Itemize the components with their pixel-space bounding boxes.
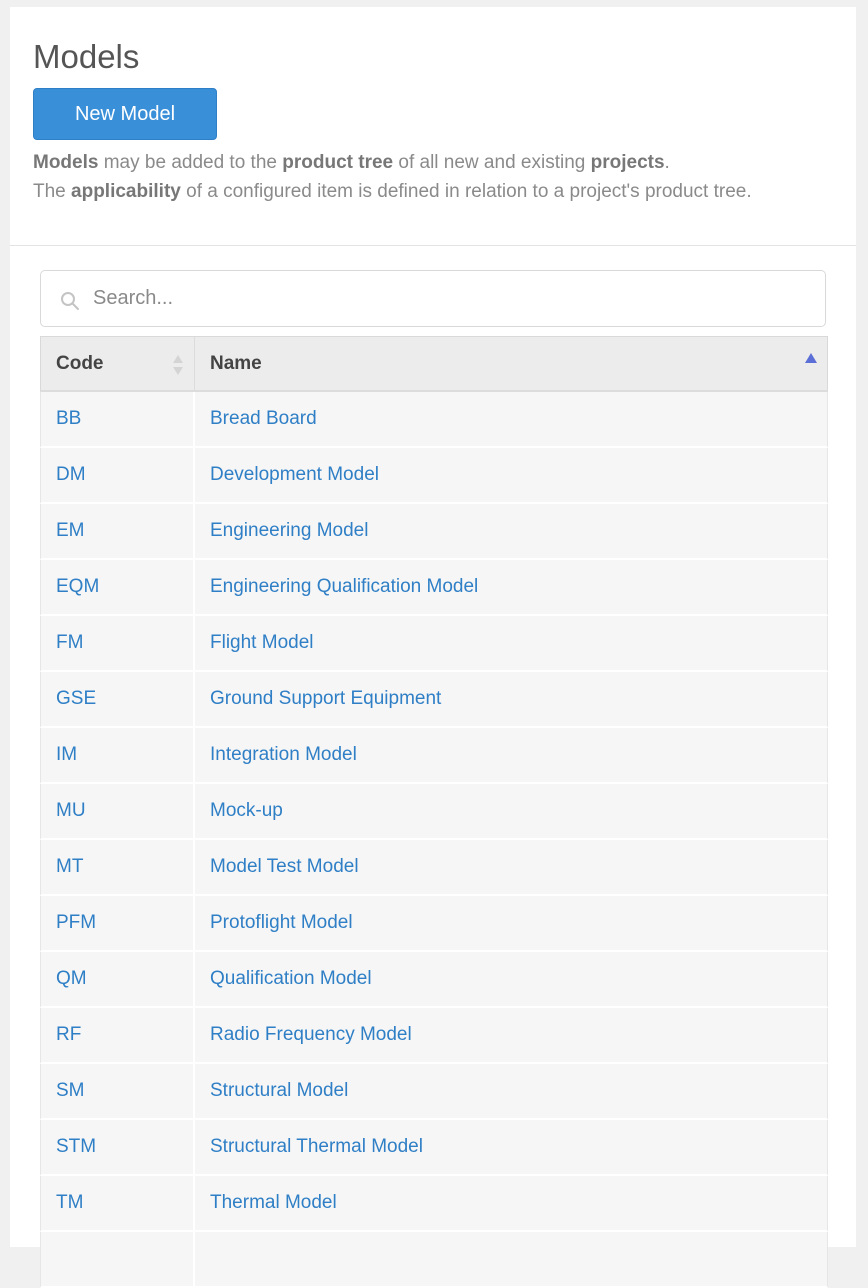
table-row xyxy=(40,896,828,952)
model-name-link[interactable]: Structural Thermal Model xyxy=(210,1136,423,1157)
name-cell xyxy=(195,392,828,448)
model-code-link[interactable]: EM xyxy=(56,520,85,541)
name-cell xyxy=(195,616,828,672)
name-cell xyxy=(195,672,828,728)
name-cell xyxy=(195,1064,828,1120)
desc-product-tree: product tree xyxy=(282,152,394,173)
table-row xyxy=(40,728,828,784)
model-name-link[interactable]: Flight Model xyxy=(210,632,314,653)
name-cell xyxy=(195,1176,828,1232)
model-code-link[interactable]: MU xyxy=(56,800,86,821)
desc-text: of a configured item is defined in relation to a project's product tree. xyxy=(180,181,752,202)
model-code-link[interactable]: BB xyxy=(56,408,82,429)
search-icon xyxy=(60,291,80,311)
table-row xyxy=(40,1008,828,1064)
search-input[interactable] xyxy=(93,271,813,326)
desc-text: . xyxy=(664,152,670,173)
name-cell xyxy=(195,840,828,896)
model-code-link[interactable]: DM xyxy=(56,464,86,485)
code-cell xyxy=(40,1008,195,1064)
table-row xyxy=(40,560,828,616)
models-panel xyxy=(10,7,856,1247)
sort-ascending-icon xyxy=(804,352,818,364)
name-cell xyxy=(195,784,828,840)
model-name-link[interactable]: Development Model xyxy=(210,464,379,485)
model-name-link[interactable]: Engineering Model xyxy=(210,520,369,541)
desc-text: of all new and existing xyxy=(393,152,591,173)
code-cell xyxy=(40,672,195,728)
table-row xyxy=(40,1176,828,1232)
model-name-link[interactable]: Thermal Model xyxy=(210,1192,337,1213)
code-cell xyxy=(40,504,195,560)
model-code-link[interactable]: RF xyxy=(56,1024,82,1045)
models-table xyxy=(40,336,828,1288)
models-list xyxy=(10,246,856,1288)
code-cell xyxy=(40,1232,195,1288)
code-cell xyxy=(40,728,195,784)
model-code-link[interactable]: PFM xyxy=(56,912,97,933)
model-name-link[interactable]: Engineering Qualification Model xyxy=(210,576,479,597)
table-header-row xyxy=(40,336,828,392)
model-code-link[interactable]: TM xyxy=(56,1192,84,1213)
model-name-link[interactable]: Radio Frequency Model xyxy=(210,1024,412,1045)
model-name-link[interactable]: Mock-up xyxy=(210,800,283,821)
table-row xyxy=(40,840,828,896)
model-code-link[interactable]: IM xyxy=(56,744,78,765)
code-cell xyxy=(40,952,195,1008)
description xyxy=(33,148,823,206)
code-cell xyxy=(40,616,195,672)
desc-applicability: applicability xyxy=(71,181,181,202)
code-cell xyxy=(40,840,195,896)
model-code-link[interactable]: GSE xyxy=(56,688,97,709)
table-row xyxy=(40,672,828,728)
model-code-link[interactable]: SM xyxy=(56,1080,85,1101)
model-code-link[interactable]: EQM xyxy=(56,576,100,597)
table-row xyxy=(40,1064,828,1120)
page-title: Models xyxy=(33,38,140,75)
table-row xyxy=(40,1232,828,1288)
desc-text: The xyxy=(33,181,72,202)
code-cell xyxy=(40,1064,195,1120)
code-cell xyxy=(40,448,195,504)
model-code-link[interactable]: MT xyxy=(56,856,84,877)
code-cell xyxy=(40,392,195,448)
table-row xyxy=(40,448,828,504)
page-header xyxy=(10,7,856,246)
table-row xyxy=(40,1120,828,1176)
new-model-button[interactable]: New Model xyxy=(33,88,217,140)
code-cell xyxy=(40,784,195,840)
sort-icon xyxy=(171,353,185,377)
code-cell xyxy=(40,896,195,952)
code-cell xyxy=(40,560,195,616)
desc-text: may be added to the xyxy=(98,152,283,173)
code-cell xyxy=(40,1176,195,1232)
column-header-label: Name xyxy=(210,352,262,374)
table-row xyxy=(40,616,828,672)
table-row xyxy=(40,784,828,840)
model-name-link[interactable]: Ground Support Equipment xyxy=(210,688,442,709)
table-row xyxy=(40,504,828,560)
name-cell xyxy=(195,1232,828,1288)
name-cell xyxy=(195,1008,828,1064)
column-header-name[interactable] xyxy=(195,336,828,392)
name-cell xyxy=(195,896,828,952)
table-row xyxy=(40,392,828,448)
name-cell xyxy=(195,504,828,560)
search-box[interactable] xyxy=(40,270,826,327)
model-name-link[interactable]: Integration Model xyxy=(210,744,357,765)
model-name-link[interactable]: Structural Model xyxy=(210,1080,349,1101)
name-cell xyxy=(195,560,828,616)
name-cell xyxy=(195,952,828,1008)
model-code-link[interactable]: STM xyxy=(56,1136,97,1157)
name-cell xyxy=(195,448,828,504)
model-name-link[interactable]: Bread Board xyxy=(210,408,317,429)
name-cell xyxy=(195,1120,828,1176)
column-header-label: Code xyxy=(56,352,104,374)
model-name-link[interactable]: Qualification Model xyxy=(210,968,372,989)
desc-models: Models xyxy=(33,152,99,173)
column-header-code[interactable] xyxy=(40,336,195,392)
model-name-link[interactable]: Protoflight Model xyxy=(210,912,353,933)
table-row xyxy=(40,952,828,1008)
model-name-link[interactable]: Model Test Model xyxy=(210,856,359,877)
name-cell xyxy=(195,728,828,784)
desc-projects: projects xyxy=(590,152,665,173)
code-cell xyxy=(40,1120,195,1176)
model-code-link[interactable]: FM xyxy=(56,632,84,653)
model-code-link[interactable]: QM xyxy=(56,968,87,989)
